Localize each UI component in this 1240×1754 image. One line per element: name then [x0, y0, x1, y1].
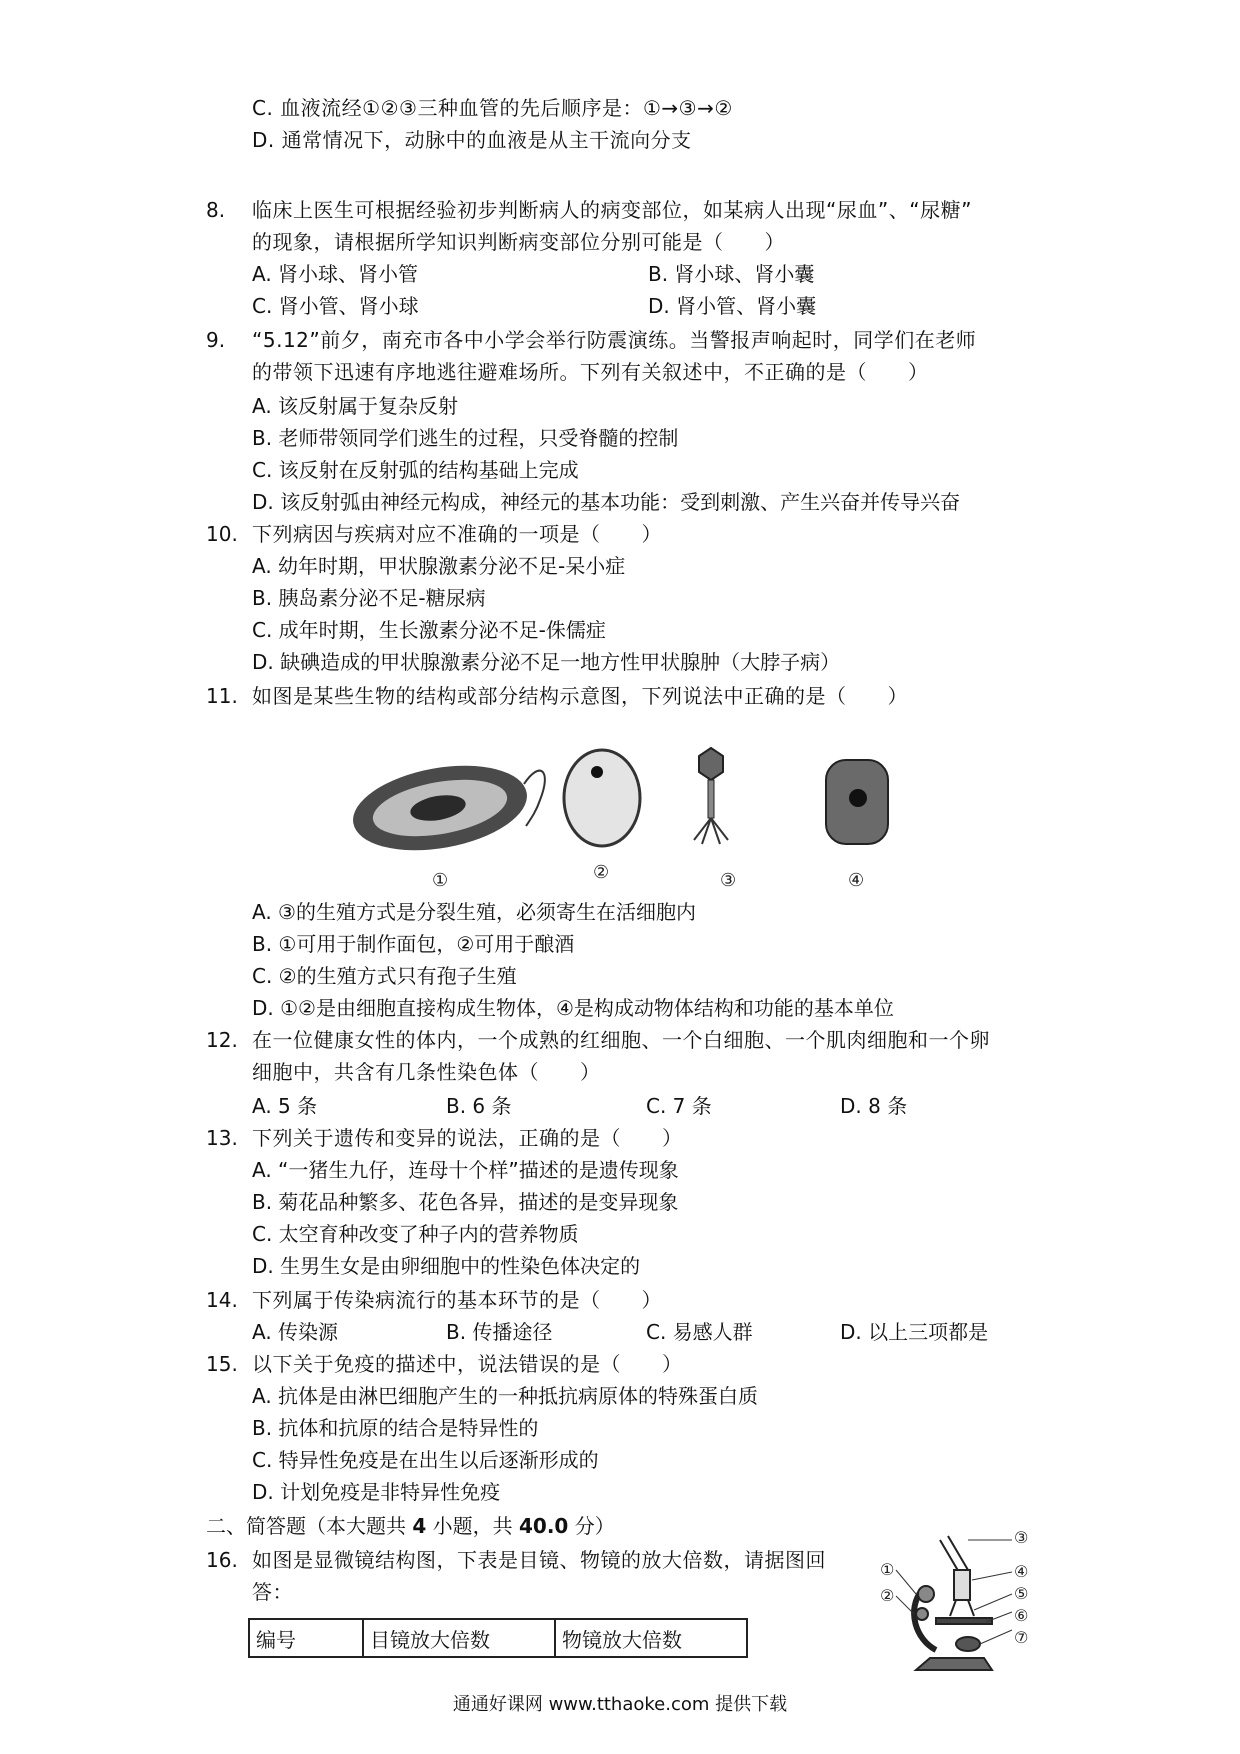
microscope-label-1: ①: [880, 1560, 895, 1579]
question-number: 12.: [206, 1028, 238, 1052]
option-c: C. 太空育种改变了种子内的营养物质: [252, 1222, 579, 1246]
microscope-label-3: ③: [1014, 1528, 1029, 1547]
animal-cell-drawing: [826, 760, 888, 844]
option-a: A. ③的生殖方式是分裂生殖，必须寄生在活细胞内: [252, 900, 696, 924]
question-text: 如图是某些生物的结构或部分结构示意图，下列说法中正确的是（ ）: [252, 684, 908, 708]
question-number: 13.: [206, 1126, 238, 1150]
option-d: D. 生男生女是由卵细胞中的性染色体决定的: [252, 1254, 641, 1278]
option-b: B. 传播途径: [446, 1320, 553, 1344]
section-count: 4: [412, 1514, 427, 1538]
question-text: 以下关于免疫的描述中，说法错误的是（ ）: [252, 1352, 683, 1376]
question-text: 在一位健康女性的体内，一个成熟的红细胞、一个白细胞、一个肌肉细胞和一个卵: [252, 1028, 990, 1052]
option-d: D. 缺碘造成的甲状腺激素分泌不足一地方性甲状腺肿（大脖子病）: [252, 650, 841, 674]
microscope-label-2: ②: [880, 1586, 895, 1605]
table-header-row: [249, 1619, 747, 1657]
yeast-drawing: [564, 750, 640, 846]
question-text: 答：: [252, 1580, 293, 1604]
microscope-drawing: [914, 1536, 992, 1670]
figure-label-3: ③: [720, 870, 737, 891]
figure-label-2: ②: [593, 862, 610, 883]
section-middle: 小题，共: [426, 1514, 519, 1538]
option-b: B. 抗体和抗原的结合是特异性的: [252, 1416, 539, 1440]
option-d: D. 肾小管、肾小囊: [648, 294, 817, 318]
option-c: C. 易感人群: [646, 1320, 753, 1344]
organisms-figure: [340, 740, 920, 880]
option-b: B. 6 条: [446, 1094, 512, 1118]
microscope-label-6: ⑥: [1014, 1606, 1029, 1625]
question-text: 如图是显微镜结构图，下表是目镜、物镜的放大倍数，请据图回: [252, 1548, 826, 1572]
microscope-label-7: ⑦: [1014, 1628, 1029, 1647]
option-a: A. 抗体是由淋巴细胞产生的一种抵抗病原体的特殊蛋白质: [252, 1384, 759, 1408]
question-number: 9.: [206, 328, 226, 352]
option-a: A. 肾小球、肾小管: [252, 262, 419, 286]
table-header-cell: 目镜放大倍数: [363, 1619, 555, 1657]
question-text: 下列关于遗传和变异的说法，正确的是（ ）: [252, 1126, 683, 1150]
option-a: A. 幼年时期，甲状腺激素分泌不足-呆小症: [252, 554, 626, 578]
question-text: 临床上医生可根据经验初步判断病人的病变部位，如某病人出现“尿血”、“尿糖”: [252, 198, 972, 222]
question-number: 14.: [206, 1288, 238, 1312]
section-prefix: 二、简答题（本大题共: [206, 1514, 413, 1538]
table-header-cell: 编号: [249, 1619, 363, 1657]
question-number: 11.: [206, 684, 238, 708]
option-c: C. 成年时期，生长激素分泌不足-侏儒症: [252, 618, 606, 642]
virus-drawing: [694, 748, 728, 844]
microscope-label-5: ⑤: [1014, 1584, 1029, 1603]
option-a: A. “一猪生九仔，连母十个样”描述的是遗传现象: [252, 1158, 679, 1182]
question-text: 的现象，请根据所学知识判断病变部位分别可能是（ ）: [252, 230, 785, 254]
option-c-prev: C. 血液流经①②③三种血管的先后顺序是：①→③→②: [252, 96, 733, 120]
question-text: 的带领下迅速有序地逃往避难场所。下列有关叙述中，不正确的是（ ）: [252, 360, 929, 384]
section-heading: [206, 1512, 615, 1540]
table-header-cell: 物镜放大倍数: [555, 1619, 747, 1657]
page-footer: 通通好课网 www.tthaoke.com 提供下载: [452, 1694, 788, 1715]
option-d: D. 计划免疫是非特异性免疫: [252, 1480, 501, 1504]
microscope-label-4: ④: [1014, 1562, 1029, 1581]
question-text: “5.12”前夕，南充市各中小学会举行防震演练。当警报声响起时，同学们在老师: [252, 328, 977, 352]
section-score: 40.0: [519, 1514, 569, 1538]
option-b: B. 胰岛素分泌不足-糖尿病: [252, 586, 486, 610]
option-b: B. 菊花品种繁多、花色各异，描述的是变异现象: [252, 1190, 679, 1214]
option-d: D. 8 条: [840, 1094, 908, 1118]
question-number: 15.: [206, 1352, 238, 1376]
section-suffix: 分）: [568, 1514, 615, 1538]
question-text: 下列属于传染病流行的基本环节的是（ ）: [252, 1288, 662, 1312]
option-c: C. 该反射在反射弧的结构基础上完成: [252, 458, 579, 482]
figure-label-4: ④: [848, 870, 865, 891]
option-a: A. 该反射属于复杂反射: [252, 394, 459, 418]
option-c: C. 肾小管、肾小球: [252, 294, 419, 318]
bacterium-drawing: [346, 753, 544, 862]
figure-label-1: ①: [432, 870, 449, 891]
option-a: A. 5 条: [252, 1094, 318, 1118]
question-number: 16.: [206, 1548, 238, 1572]
option-b: B. 肾小球、肾小囊: [648, 262, 815, 286]
option-b: B. 老师带领同学们逃生的过程，只受脊髓的控制: [252, 426, 679, 450]
question-number: 8.: [206, 198, 226, 222]
option-c: C. 7 条: [646, 1094, 712, 1118]
magnification-table: [248, 1618, 748, 1658]
option-d-prev: D. 通常情况下，动脉中的血液是从主干流向分支: [252, 128, 692, 152]
option-c: C. 特异性免疫是在出生以后逐渐形成的: [252, 1448, 599, 1472]
option-c: C. ②的生殖方式只有孢子生殖: [252, 964, 517, 988]
question-text: 细胞中，共含有几条性染色体（ ）: [252, 1060, 601, 1084]
question-number: 10.: [206, 522, 238, 546]
option-a: A. 传染源: [252, 1320, 339, 1344]
question-text: 下列病因与疾病对应不准确的一项是（ ）: [252, 522, 662, 546]
option-d: D. ①②是由细胞直接构成生物体，④是构成动物体结构和功能的基本单位: [252, 996, 894, 1020]
option-b: B. ①可用于制作面包，②可用于酿酒: [252, 932, 575, 956]
option-d: D. 该反射弧由神经元构成，神经元的基本功能：受到刺激、产生兴奋并传导兴奋: [252, 490, 961, 514]
option-d: D. 以上三项都是: [840, 1320, 989, 1344]
